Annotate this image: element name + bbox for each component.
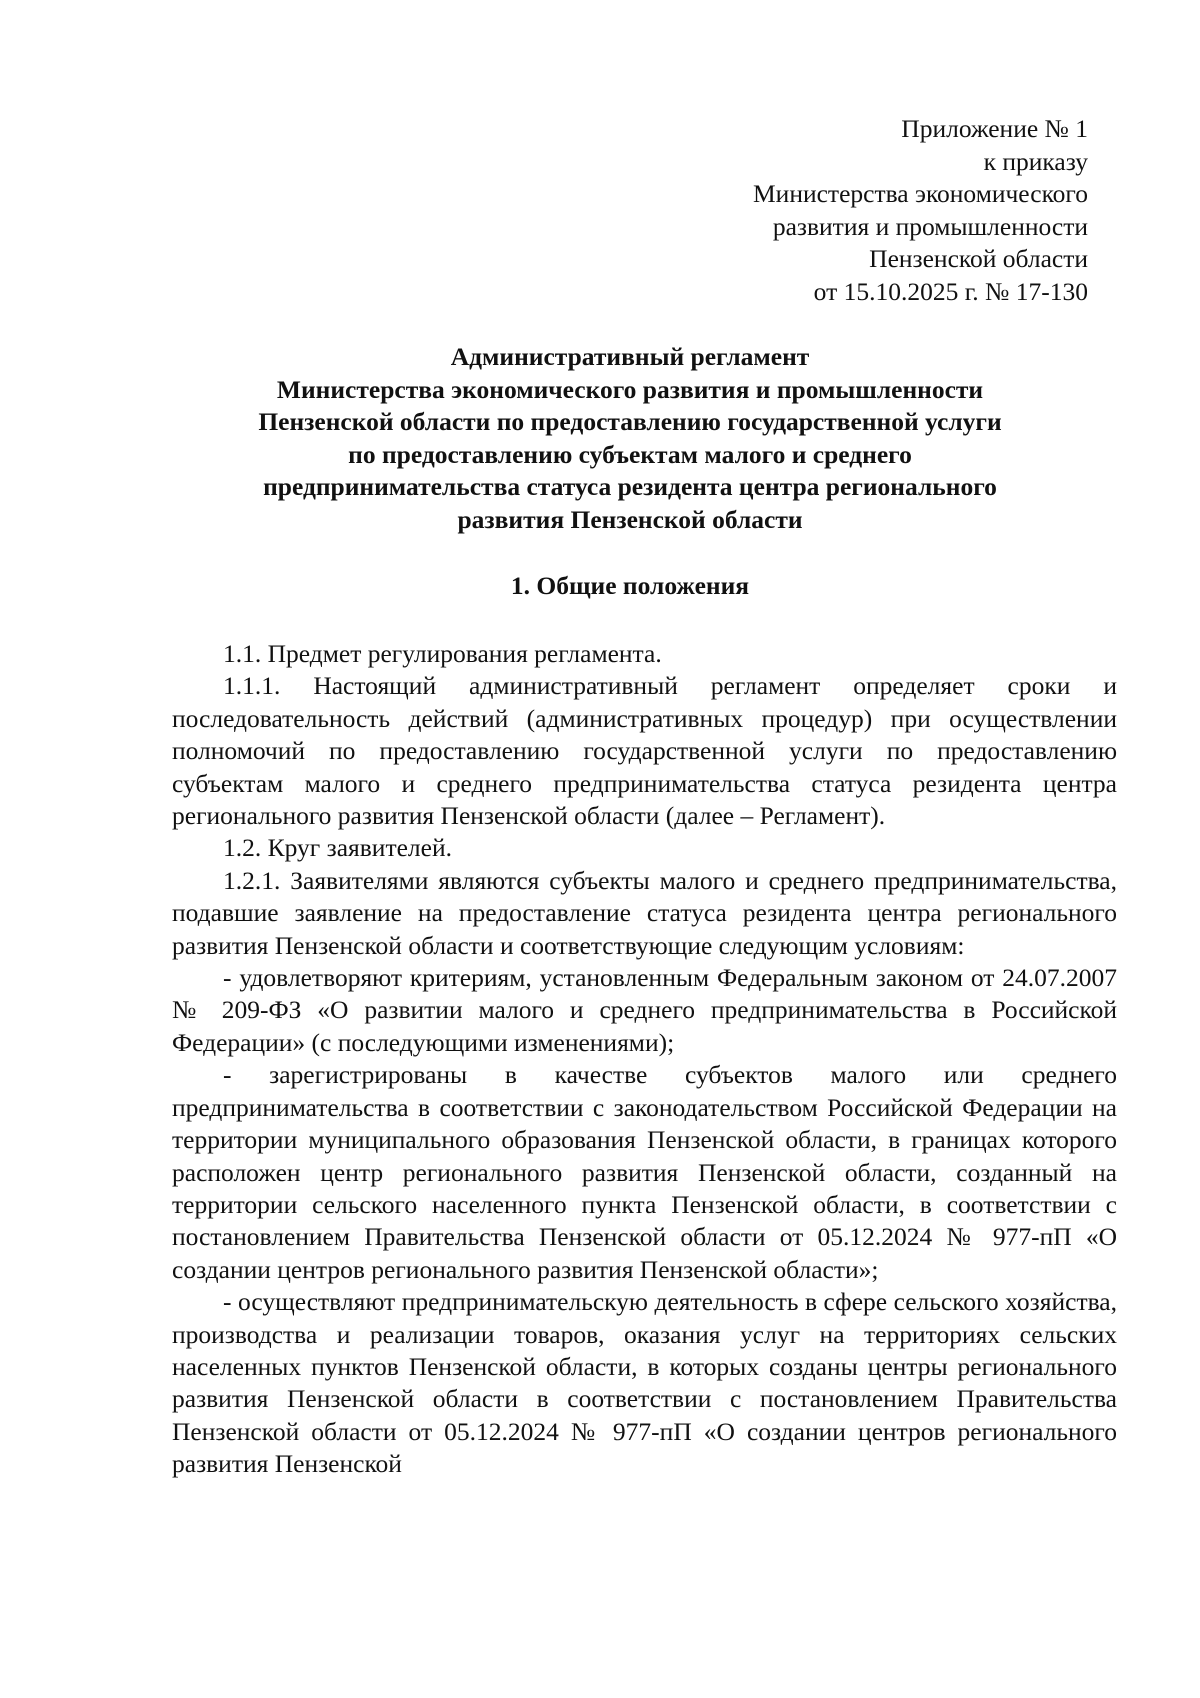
document-title bbox=[160, 341, 1100, 536]
title-line: предпринимательства статуса резидента центра регионального bbox=[263, 472, 997, 501]
paragraph: 1.2.1. Заявителями являются субъекты малого и среднего предпринимательства, подавшие заявление на предоставление статуса резидента центра регионального развития Пензенской области и соответствующие следующим условиям: bbox=[172, 865, 1117, 960]
title-line: Министерства экономического развития и промышленности bbox=[276, 374, 984, 404]
paragraph: - осуществляют предпринимательскую деятельность в сфере сельского хозяйства, производства и реализации товаров, оказания услуг на территориях сельских населенных пунктов Пензенской области, в которых созданы центры регионального развития Пензенской области в соответствии с постановлением Правительства Пензенской области от 05.12.2024 № 977-пП «О создании центров регионального развития Пензенской bbox=[172, 1287, 1117, 1479]
title-line: по предоставлению субъектам малого и среднего bbox=[348, 439, 912, 469]
paragraph: - удовлетворяют критериям, установленным Федеральным законом от 24.07.2007 № 209-ФЗ «О развитии малого и среднего предпринимательства в Российской Федерации» (с последующими изменениями); bbox=[172, 963, 1117, 1057]
appendix-line: Министерства экономического bbox=[753, 179, 1088, 208]
section-heading: 1. Общие положения bbox=[510, 571, 750, 600]
appendix-line: Пензенской области bbox=[869, 244, 1088, 273]
title-line: Административный регламент bbox=[450, 342, 810, 371]
appendix-line: Приложение № 1 bbox=[901, 114, 1088, 143]
title-line: Пензенской области по предоставлению государственной услуги bbox=[258, 407, 1002, 436]
title-line: развития Пензенской области bbox=[457, 504, 803, 534]
appendix-line: к приказу bbox=[983, 146, 1088, 176]
paragraph: 1.1. Предмет регулирования регламента. bbox=[223, 639, 662, 668]
paragraph: 1.2. Круг заявителей. bbox=[223, 833, 452, 863]
document-body bbox=[172, 638, 1117, 1481]
paragraph: 1.1.1. Настоящий административный регламент определяет сроки и последовательность действий (административных процедур) при осуществлении полномочий по предоставлению государственной услуги по предоставлению субъектам малого и среднего предпринимательства статуса резидента центра регионального развития Пензенской области (далее – Регламент). bbox=[172, 671, 1117, 831]
appendix-block bbox=[528, 113, 1088, 308]
appendix-line: развития и промышленности bbox=[772, 211, 1088, 241]
paragraph: - зарегистрированы в качестве субъектов малого или среднего предпринимательства в соответствии с законодательством Российской Федерации на территории муниципального образования Пензенской области, в границах которого расположен центр регионального развития Пензенской области, созданный на территории сельского населенного пункта Пензенской области, в соответствии с постановлением Правительства Пензенской области от 05.12.2024 № 977-пП «О создании центров регионального развития Пензенской области»; bbox=[172, 1060, 1117, 1284]
appendix-line: от 15.10.2025 г. № 17-130 bbox=[813, 276, 1088, 306]
